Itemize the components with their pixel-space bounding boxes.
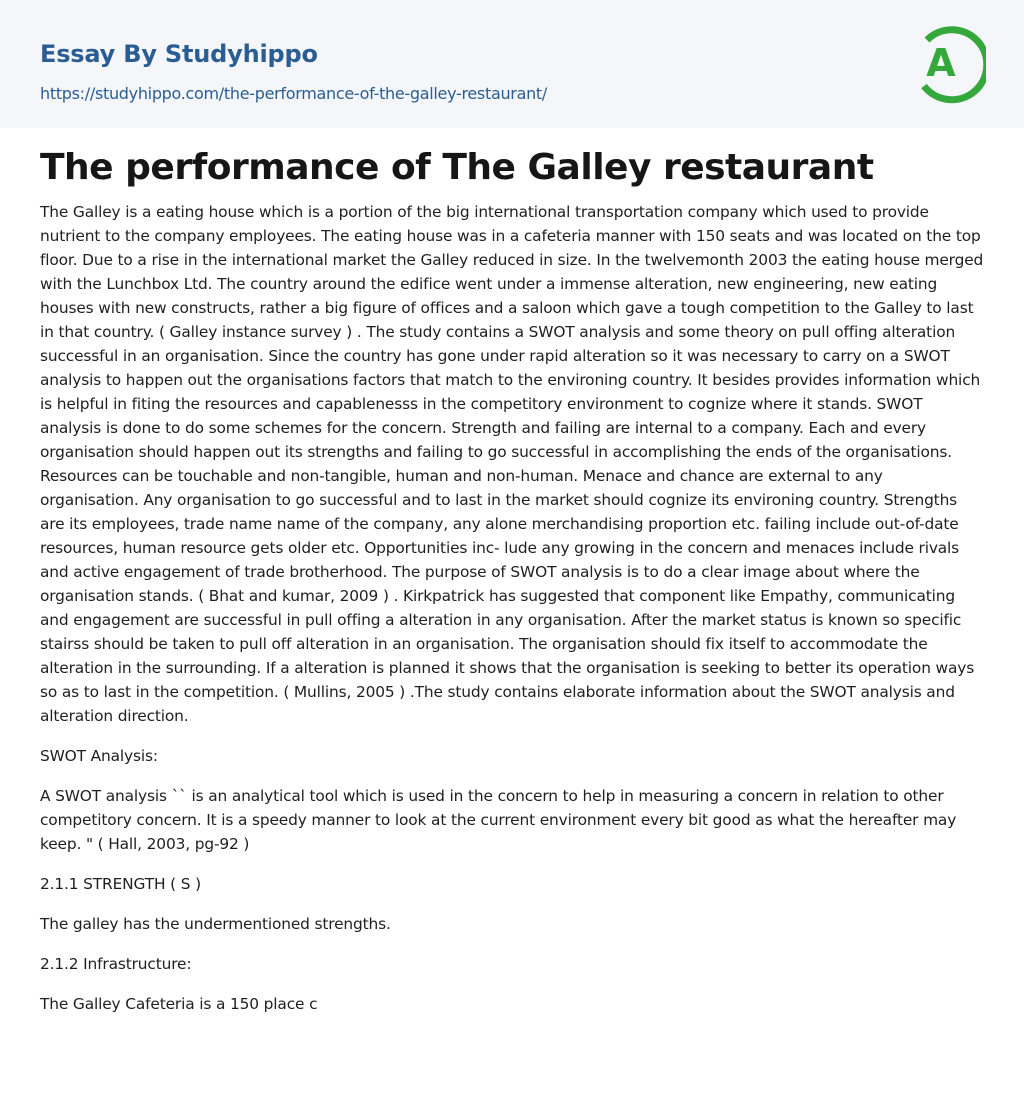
site-logo-icon[interactable] — [912, 20, 986, 106]
essay-paragraph-swot-definition: A SWOT analysis `` is an analytical tool which is used in the concern to help in measuring a concern in relation to other competitory concern. It is a speedy manner to look at the current environment every bit good as what the hereafter may keep. " ( Hall, 2003, pg-92 ) — [40, 787, 957, 853]
essay-title: The performance of The Galley restaurant — [40, 147, 874, 188]
source-url-link[interactable]: https://studyhippo.com/the-performance-of-the-galley-restaurant/ — [40, 84, 547, 103]
essay-paragraph-truncated: The Galley Cafeteria is a 150 place c — [40, 995, 318, 1013]
section-heading-strength: 2.1.1 STRENGTH ( S ) — [40, 875, 201, 893]
section-heading-infrastructure: 2.1.2 Infrastructure: — [40, 955, 192, 973]
essay-body — [40, 200, 984, 1032]
logo-letter: A — [926, 41, 956, 85]
section-heading-swot: SWOT Analysis: — [40, 747, 158, 765]
essay-paragraph-strengths: The galley has the undermentioned strengths. — [40, 915, 391, 933]
essay-paragraph-intro: The Galley is a eating house which is a portion of the big international transportation company which used to provide nutrient to the company employees. The eating house was in a cafeteria manner with 150 seats and was located on the top floor. Due to a rise in the international market the Galley reduced in size. In the twelvemonth 2003 the eating house merged with the Lunchbox Ltd. The country around the edifice went under a immense alteration, new engineering, new eating houses with new constructs, rather a big figure of offices and a saloon which gave a tough competition to the Galley to last in that country. ( Galley instance survey ) . The study contains a SWOT analysis and some theory on pull offing alteration successful in an organisation. Since the country has gone under rapid alteration so it was necessary to carry on a SWOT analysis to happen out the organisations factors that match to the environing country. It besides provides information which is helpful in fiting the resources and capablenesss in the competitory environment to cognize where it stands. SWOT analysis is done to do some schemes for the concern. Strength and failing are internal to a company. Each and every organisation should happen out its strengths and failing to go successful in accomplishing the ends of the organisations. Resources can be touchable and non-tangible, human and non-human. Menace and chance are external to any organisation. Any organisation to go successful and to last in the market should cognize its environing country. Strengths are its employees, trade name name of the company, any alone merchandising proportion etc. failing include out-of-date resources, human resource gets older etc. Opportunities inc- lude any growing in the concern and menaces include rivals and active engagement of trade brotherhood. The purpose of SWOT analysis is to do a clear image about where the organisation stands. ( Bhat and kumar, 2009 ) . Kirkpatrick has suggested that component like Empathy, communicating and engagement are successful in pull offing a alteration in any organisation. After the market status is known so specific stairss should be taken to pull off alteration in an organisation. The organisation should fix itself to accommodate the alteration in the surrounding. If a alteration is planned it shows that the organisation is seeking to better its operation ways so as to last in the competition. ( Mullins, 2005 ) .The study contains elaborate information about the SWOT analysis and alteration direction. — [40, 203, 984, 725]
site-brand-title: Essay By Studyhippo — [40, 40, 318, 68]
